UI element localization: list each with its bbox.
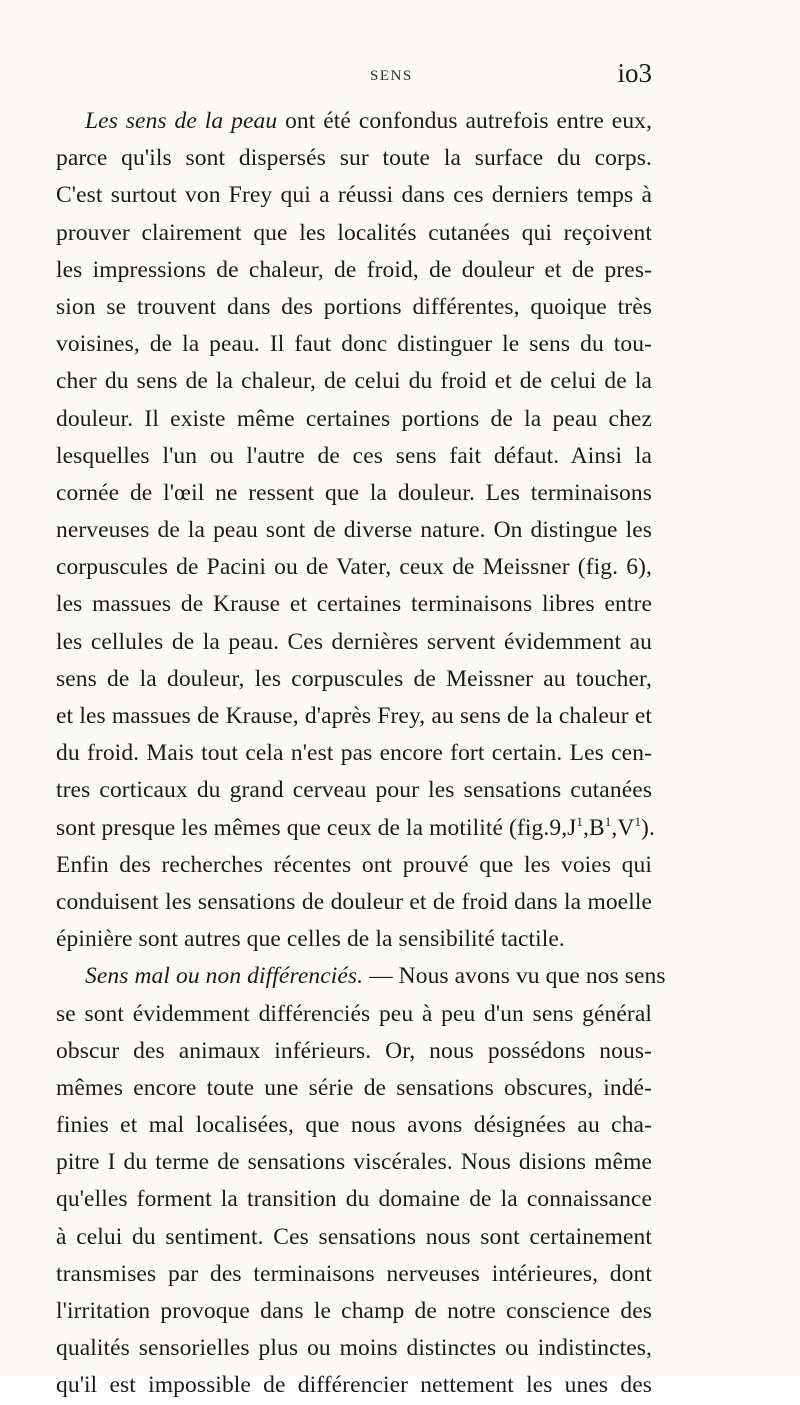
text-line: finies et mal localisées, que nous avons désignées au cha- [56,1112,652,1139]
text-line: nerveuses de la peau sont de diverse nature. On distingue les [56,517,652,544]
text-line: du froid. Mais tout cela n'est pas encore fort certain. Les cen- [56,740,652,767]
text-line: voisines, de la peau. Il faut donc distinguer le sens du tou- [56,331,652,358]
text-line: qualités sensorielles plus ou moins distinctes ou indistinctes, [56,1335,652,1362]
text-line: qu'elles forment la transition du domaine de la connaissance [56,1186,652,1213]
text-line: parce qu'ils sont dispersés sur toute la surface du corps. [56,145,652,172]
text-line: tres corticaux du grand cerveau pour les sensations cutanées [56,777,652,804]
text-line: corpuscules de Pacini ou de Vater, ceux de Meissner (fig. 6), [56,554,652,581]
text-line: conduisent les sensations de douleur et de froid dans la moelle [56,888,652,915]
text-line: et les massues de Krause, d'après Frey, au sens de la chaleur et [56,703,652,729]
running-head: SENS [370,68,413,84]
superscript: 1 [604,813,612,829]
text-line: les cellules de la peau. Ces dernières servent évidemment au [56,628,652,655]
paragraph-undifferentiated-senses [56,958,666,1404]
text-line: épinière sont autres que celles de la sensibilité tactile. [56,926,565,953]
page-header [56,58,652,98]
text-line: les impressions de chaleur, de froid, de douleur et de pres- [56,256,652,283]
text-line: à celui du sentiment. Ces sensations nous sont certainement [56,1223,652,1250]
body-text [56,103,666,1405]
text-line: Sens mal ou non différenciés. — Nous avons vu que nos sens [85,963,666,990]
text-line: les massues de Krause et certaines terminaisons libres entre [56,591,652,618]
text-line: prouver clairement que les localités cutanées qui reçoivent [56,219,652,246]
italic-lead: Les sens de la peau [85,108,278,134]
text-line: pitre I du terme de sensations viscérales. Nous disions même [56,1149,652,1176]
text-line: obscur des animaux inférieurs. Or, nous possédons nous- [56,1037,652,1064]
text-line: C'est surtout von Frey qui a réussi dans ces derniers temps à [56,182,652,209]
text-line: l'irritation provoque dans le champ de notre conscience des [56,1298,652,1324]
text-line: Les sens de la peau ont été confondus autrefois entre eux, [85,108,653,134]
text-line: cornée de l'œil ne ressent que la douleur. Les terminaisons [56,479,652,506]
text-line: sens de la douleur, les corpuscules de Meissner au toucher, [56,665,652,692]
superscript: 1 [576,813,584,829]
text-line: douleur. Il existe même certaines portions de la peau chez [56,405,652,432]
superscript: 1 [634,813,642,829]
text-line: sion se trouvent dans des portions différentes, quoique très [56,293,652,320]
text-line: se sont évidemment différenciés peu à peu d'un sens général [56,1000,652,1027]
text-line: Enfin des recherches récentes ont prouvé que les voies qui [56,851,652,878]
text-line: lesquelles l'un ou l'autre de ces sens fait défaut. Ainsi la [56,442,652,469]
text-line: transmises par des terminaisons nerveuses intérieures, dont [56,1260,652,1287]
page-number: io3 [617,58,652,88]
text-line-figure-ref: sont presque les mêmes que ceux de la motilité $(fig.9,J^1,B^1,V^1)$. [56,813,655,841]
text-line: qu'il est impossible de différencier nettement les unes des [56,1372,652,1399]
paragraph-skin-senses [56,103,655,958]
text-line: mêmes encore toute une série de sensations obscures, indé- [56,1074,652,1101]
text-line: cher du sens de la chaleur, de celui du froid et de celui de la [56,368,652,395]
italic-lead: Sens mal ou non différenciés. [85,963,364,990]
